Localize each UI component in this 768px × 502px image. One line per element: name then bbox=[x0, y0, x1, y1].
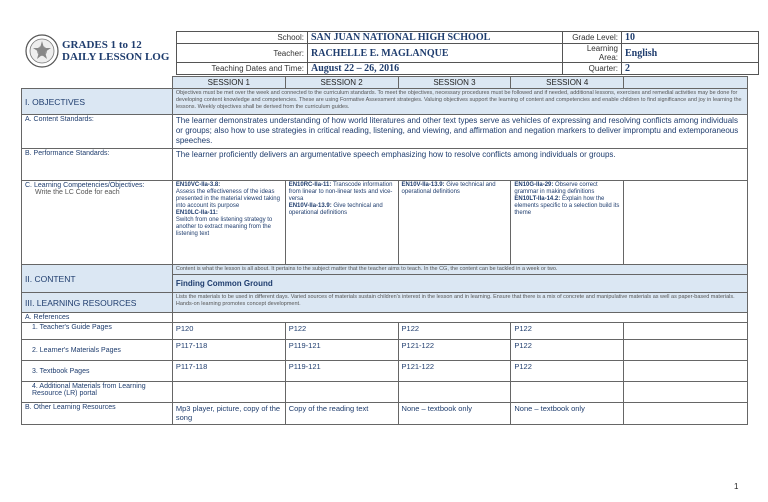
area-value: English bbox=[622, 44, 759, 63]
lr-portal-s1 bbox=[172, 382, 285, 403]
header-info-table bbox=[176, 31, 759, 75]
lm-pages-s4: P122 bbox=[511, 340, 624, 361]
textbook-pages-s4: P122 bbox=[511, 361, 624, 382]
lc-text: Give technical and operational definitions bbox=[401, 182, 496, 195]
grade-label: Grade Level: bbox=[563, 32, 622, 44]
teacher-value: RACHELLE E. MAGLANQUE bbox=[308, 44, 563, 63]
lm-pages-s1: P117-118 bbox=[172, 340, 285, 361]
textbook-pages-s2: P119-121 bbox=[285, 361, 398, 382]
lc-text: Observe correct grammar in making definitions bbox=[514, 182, 598, 195]
session-1-header: SESSION 1 bbox=[172, 77, 285, 89]
competency-session-1 bbox=[172, 181, 285, 265]
resources-heading: III. LEARNING RESOURCES bbox=[22, 293, 173, 313]
grade-value: 10 bbox=[622, 32, 759, 44]
lc-code: EN10G-IIa-29: bbox=[514, 182, 554, 188]
performance-standards-label: B. Performance Standards: bbox=[22, 149, 173, 181]
lc-text: Assess the effectiveness of the ideas presented in the material viewed taking into account its purpose bbox=[175, 189, 280, 209]
teacher-label: Teacher: bbox=[177, 44, 308, 63]
tg-pages-s1: P120 bbox=[172, 323, 285, 340]
other-resources-s2: Copy of the reading text bbox=[285, 403, 398, 425]
tg-pages-s2: P122 bbox=[285, 323, 398, 340]
competencies-sublabel: Write the LC Code for each bbox=[35, 189, 120, 196]
other-resources-s3: None – textbook only bbox=[398, 403, 511, 425]
tg-pages-label: 1. Teacher's Guide Pages bbox=[22, 323, 173, 340]
other-resources-label: B. Other Learning Resources bbox=[22, 403, 173, 425]
other-resources-s1: Mp3 player, picture, copy of the song bbox=[172, 403, 285, 425]
content-standards-label: A. Content Standards: bbox=[22, 115, 173, 149]
session-3-header: SESSION 3 bbox=[398, 77, 511, 89]
tg-pages-s4: P122 bbox=[511, 323, 624, 340]
competency-session-4 bbox=[511, 181, 624, 265]
dates-label: Teaching Dates and Time: bbox=[177, 63, 308, 75]
school-value: SAN JUAN NATIONAL HIGH SCHOOL bbox=[308, 32, 563, 44]
lr-portal-s2 bbox=[285, 382, 398, 403]
area-label: Learning Area: bbox=[563, 44, 622, 63]
lm-pages-s3: P121-122 bbox=[398, 340, 511, 361]
quarter-value: 2 bbox=[622, 63, 759, 75]
lc-code: EN10V-IIa-13.9: bbox=[401, 182, 445, 188]
competency-session-3 bbox=[398, 181, 511, 265]
lc-code: EN10LC-IIa-11: bbox=[175, 210, 218, 216]
lr-portal-label: 4. Additional Materials from Learning Resource (LR) portal bbox=[22, 382, 173, 403]
deped-seal-logo bbox=[24, 33, 60, 69]
tg-pages-s3: P122 bbox=[398, 323, 511, 340]
textbook-pages-s1: P117-118 bbox=[172, 361, 285, 382]
lc-text: Switch from one listening strategy to another to extract meaning from the listening text bbox=[175, 217, 273, 237]
competencies-label-text: C. Learning Competencies/Objectives: bbox=[25, 182, 145, 189]
performance-standards-text: The learner proficiently delivers an argumentative speech emphasizing how to resolve conflicts among individuals or groups. bbox=[172, 149, 747, 181]
lc-code: EN10RC-IIa-11: bbox=[288, 182, 332, 188]
content-value: Finding Common Ground bbox=[172, 275, 747, 293]
textbook-pages-label: 3. Textbook Pages bbox=[22, 361, 173, 382]
session-2-header: SESSION 2 bbox=[285, 77, 398, 89]
lc-code: EN10VC-IIa-3.8: bbox=[175, 182, 221, 188]
dates-value: August 22 – 26, 2016 bbox=[308, 63, 563, 75]
content-note: Content is what the lesson is all about. It pertains to the subject matter that the teacher aims to teach. In the CG, the content can be tackled in a week or two. bbox=[172, 265, 747, 275]
quarter-label: Quarter: bbox=[563, 63, 622, 75]
lc-code: EN10LT-IIa-14.2: bbox=[514, 196, 561, 202]
lc-text: Explain how the elements specific to a selection build its theme bbox=[514, 196, 620, 216]
lc-text: Transcode information from linear to non-linear texts and vice-versa bbox=[288, 182, 393, 202]
document-title: GRADES 1 to 12 DAILY LESSON LOG bbox=[62, 39, 170, 63]
objectives-note: Objectives must be met over the week and connected to the curriculum standards. To meet the objectives, necessary procedures must be followed and if needed, additional lessons, exercises and remedial activities may be done for developing content knowledge and competencies. These are using Formative Assessment strategies. Valuing objectives support the learning of content and competencies and enable children to find significance and joy in learning the lessons. Weekly objectives shall be derived from the curriculum guides. bbox=[172, 89, 747, 115]
lr-portal-s3 bbox=[398, 382, 511, 403]
page-number: 1 bbox=[734, 482, 739, 491]
references-label: A. References bbox=[22, 313, 173, 323]
competencies-label bbox=[22, 181, 173, 265]
lc-code: EN10V-IIa-13.9: bbox=[288, 203, 332, 209]
competency-session-2 bbox=[285, 181, 398, 265]
session-4-header: SESSION 4 bbox=[511, 77, 624, 89]
lesson-log-table bbox=[21, 76, 748, 425]
lm-pages-s2: P119-121 bbox=[285, 340, 398, 361]
resources-note: Lists the materials to be used in different days. Varied sources of materials sustain children's interest in the lesson and in learning. Ensure that there is a mix of concrete and manipulative materials as well as paper-based materials. Hands-on learning promotes concept development. bbox=[172, 293, 747, 313]
textbook-pages-s3: P121-122 bbox=[398, 361, 511, 382]
content-heading: II. CONTENT bbox=[22, 265, 173, 293]
objectives-heading: I. OBJECTIVES bbox=[22, 89, 173, 115]
content-standards-text: The learner demonstrates understanding of how world literatures and other text types serve as vehicles of expressing and resolving conflicts among individuals or groups; also how to use strategies in critical reading, listening, and viewing, and affirmation and negation markers to deliver impromptu and extemporaneous speeches. bbox=[172, 115, 747, 149]
lc-text: Give technical and operational definitions bbox=[288, 203, 383, 216]
other-resources-s4: None – textbook only bbox=[511, 403, 624, 425]
lr-portal-s4 bbox=[511, 382, 624, 403]
school-label: School: bbox=[177, 32, 308, 44]
lm-pages-label: 2. Learner's Materials Pages bbox=[22, 340, 173, 361]
